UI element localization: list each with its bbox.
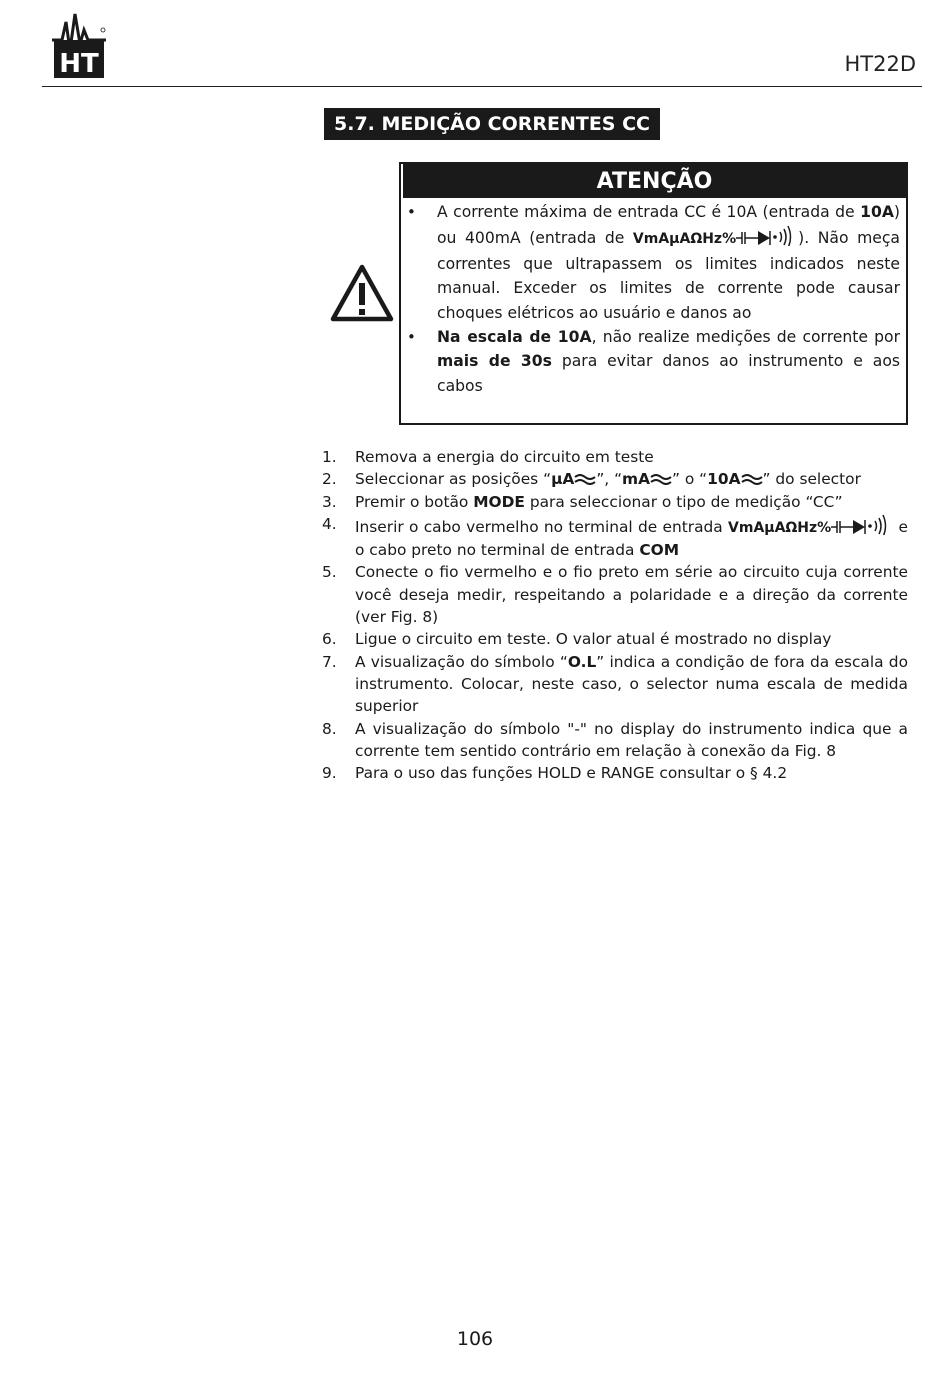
step-8: 8. A visualização do símbolo "-" no display do instrumento indica que a corrente tem sentido contrário em relação à conexão da Fig. 8 [322, 719, 908, 760]
input-terminal-symbol: VmAµAΩHz% [632, 231, 737, 248]
section-title: 5.7. MEDIÇÃO CORRENTES CC [324, 108, 660, 140]
header-divider [42, 86, 922, 87]
step-2: 2. Seleccionar as posições “µA ”, “mA ” o “10A ” do selector [322, 470, 861, 489]
ht-logo [50, 10, 108, 80]
warning-triangle-icon [330, 264, 394, 322]
model-name: HT22D [844, 52, 916, 76]
step-7: 7. A visualização do símbolo “O.L” indica a condição de fora da escala do instrumento. Colocar, neste caso, o selector numa escala de medida superior [322, 652, 908, 716]
step-9: 9. Para o uso das funções HOLD e RANGE consultar o § 4.2 [322, 764, 788, 783]
warning-item: • A corrente máxima de entrada CC é 10A (entrada de 10A) ou 400mA (entrada de VmAµAΩHz% ). Não meça correntes que ultrapassem os limites indicados neste manual. Exceder os limites de corrente pode causar choques elétricos ao usuário e danos ao [437, 200, 900, 325]
ac-dc-wave-icon [650, 473, 672, 485]
warning-title: ATENÇÃO [403, 164, 906, 198]
step-1: 1. Remova a energia do circuito em teste [322, 448, 654, 466]
step-3: 3. Premir o botão MODE para seleccionar o tipo de medição “CC” [322, 492, 843, 511]
svg-text:HT: HT [59, 49, 99, 79]
procedure-steps [322, 446, 908, 784]
input-terminal-symbol: VmAµAΩHz% [728, 519, 832, 536]
step-5: 5. Conecte o fio vermelho e o fio preto em série ao circuito cuja corrente você deseja medir, respeitando a polaridade e a direção da corrente (ver Fig. 8) [322, 563, 908, 627]
step-4: 4. Inserir o cabo vermelho no terminal de entrada VmAµAΩHz% e o cabo preto no terminal de entrada COM [322, 514, 908, 560]
warning-box [399, 162, 908, 425]
warning-item: • Na escala de 10A, não realize medições de corrente por mais de 30s para evitar danos ao instrumento e aos cabos [437, 325, 900, 398]
page-number: 106 [456, 1328, 494, 1350]
terminal-function-icons [736, 224, 798, 246]
terminal-function-icons [831, 513, 893, 535]
ac-dc-wave-icon [741, 473, 763, 485]
step-6: 6. Ligue o circuito em teste. O valor atual é mostrado no display [322, 630, 832, 649]
warning-list [401, 198, 906, 398]
ac-dc-wave-icon [574, 473, 596, 485]
